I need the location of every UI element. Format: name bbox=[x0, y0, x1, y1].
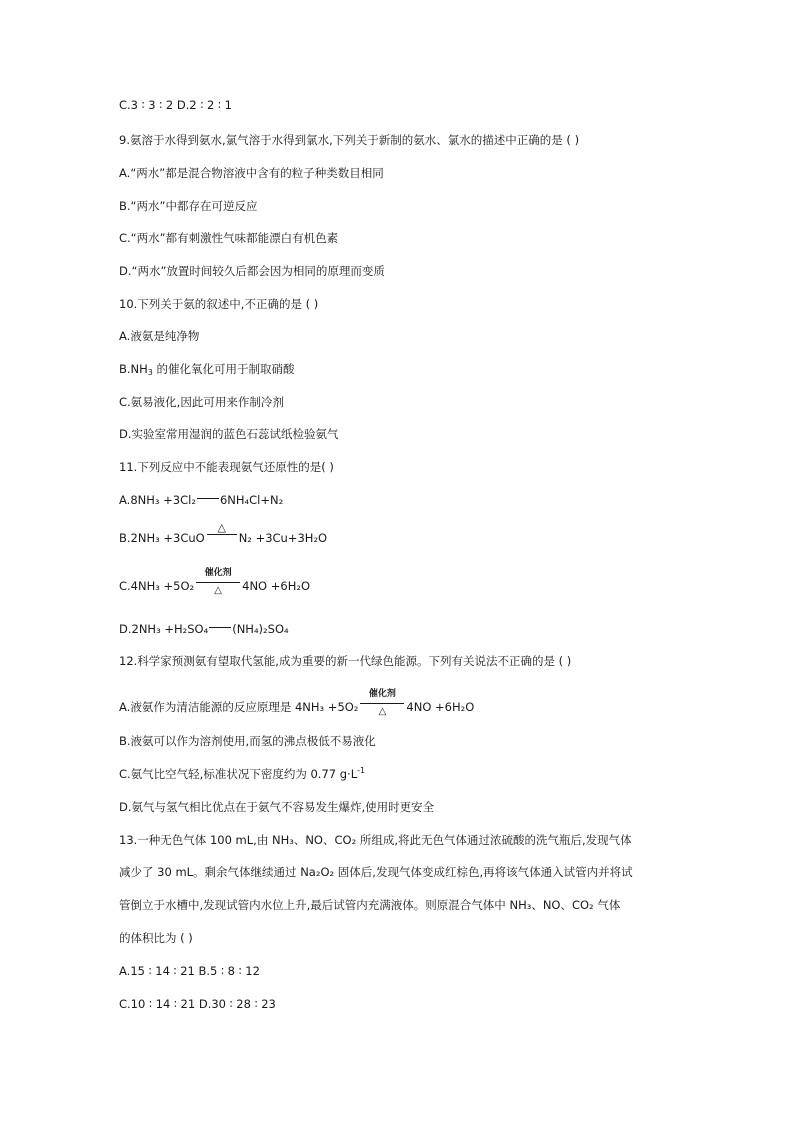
q12-option-a bbox=[119, 689, 475, 717]
q11-c-reactants: C.4NH₃ +5O₂ bbox=[119, 579, 195, 593]
q11-d-products: (NH₄)₂SO₄ bbox=[232, 622, 289, 636]
q13-stem-line-2: 减少了 30 mL。剩余气体继续通过 Na₂O₂ 固体后,发现气体变成红棕色,再将该气体通入试管内并将试 bbox=[119, 865, 633, 879]
q13-stem-line-4: 的体积比为 ( ) bbox=[119, 931, 193, 945]
catalyst-label: 催化剂 bbox=[368, 689, 396, 699]
q10-b-prefix: B.NH bbox=[119, 362, 148, 376]
q11-c-products: 4NO +6H₂O bbox=[242, 579, 311, 593]
q9-option-b: B.“两水”中都存在可逆反应 bbox=[119, 199, 258, 213]
q12-option-b: B.液氨可以作为溶剂使用,而氢的沸点极低不易液化 bbox=[119, 734, 376, 748]
q11-b-reactants: B.2NH₃ +3CuO bbox=[119, 531, 205, 545]
q10-b-subscript: 3 bbox=[147, 368, 153, 377]
q10-b-suffix: 的催化氧化可用于制取硝酸 bbox=[152, 362, 295, 376]
q10-option-c: C.氨易液化,因此可用来作制冷剂 bbox=[119, 395, 284, 409]
q13-stem-line-3: 管倒立于水槽中,发现试管内水位上升,最后试管内充满液体。则原混合气体中 NH₃、NO、CO₂ 气体 bbox=[119, 898, 621, 912]
q13-stem-line-1: 13.一种无色气体 100 mL,由 NH₃、NO、CO₂ 所组成,将此无色气体通过浓硫酸的洗气瓶后,发现气体 bbox=[119, 833, 632, 847]
q12-a-products: 4NO +6H₂O bbox=[406, 700, 475, 714]
q12-stem: 12.科学家预测氨有望取代氢能,成为重要的新一代绿色能源。下列有关说法不正确的是 ( ) bbox=[119, 654, 572, 668]
q11-option-d bbox=[119, 621, 289, 637]
q11-option-c bbox=[119, 568, 311, 596]
q12-option-c bbox=[119, 766, 365, 782]
catalyst-label: 催化剂 bbox=[204, 568, 232, 578]
heat-symbol: △ bbox=[214, 585, 222, 596]
heat-symbol: △ bbox=[378, 706, 387, 717]
q12-c-superscript: -1 bbox=[357, 766, 366, 775]
q12-c-text: C.氨气比空气轻,标准状况下密度约为 0.77 g·L bbox=[119, 767, 358, 781]
q12-a-text: A.液氨作为清洁能源的反应原理是 4NH₃ +5O₂ bbox=[119, 700, 359, 714]
q12-option-d: D.氨气与氢气相比优点在于氨气不容易发生爆炸,使用时更安全 bbox=[119, 800, 435, 814]
q13-options-ab: A.15 ∶ 14 ∶ 21 B.5 ∶ 8 ∶ 12 bbox=[119, 964, 260, 978]
q11-option-b bbox=[119, 521, 328, 546]
equals-sign bbox=[197, 498, 219, 500]
q8-options-cd: C.3 ∶ 3 ∶ 2 D.2 ∶ 2 ∶ 1 bbox=[119, 98, 232, 112]
q11-d-reactants: D.2NH₃ +H₂SO₄ bbox=[119, 622, 209, 636]
catalyst-condition-arrow bbox=[196, 568, 240, 596]
q10-option-d: D.实验室常用湿润的蓝色石蕊试纸检验氨气 bbox=[119, 427, 339, 441]
q10-stem: 10.下列关于氨的叙述中,不正确的是 ( ) bbox=[119, 297, 319, 311]
q9-stem: 9.氨溶于水得到氨水,氯气溶于水得到氯水,下列关于新制的氨水、氯水的描述中正确的是 ( ) bbox=[119, 133, 580, 147]
catalyst-condition-arrow bbox=[360, 689, 404, 717]
q11-b-products: N₂ +3Cu+3H₂O bbox=[238, 531, 328, 545]
heat-condition-arrow bbox=[207, 521, 237, 542]
equals-sign bbox=[209, 627, 231, 629]
q11-a-reactants: A.8NH₃ +3Cl₂ bbox=[119, 493, 196, 507]
q11-stem: 11.下列反应中不能表现氨气还原性的是( ) bbox=[119, 460, 334, 474]
q9-option-c: C.“两水”都有刺激性气味都能漂白有机色素 bbox=[119, 231, 339, 245]
q9-option-d: D.“两水”放置时间较久后都会因为相同的原理而变质 bbox=[119, 264, 385, 278]
q11-option-a bbox=[119, 492, 283, 508]
q10-option-b bbox=[119, 361, 295, 377]
q9-option-a: A.“两水”都是混合物溶液中含有的粒子种类数目相同 bbox=[119, 166, 384, 180]
heat-symbol: △ bbox=[217, 521, 226, 534]
q10-option-a: A.液氨是纯净物 bbox=[119, 329, 200, 343]
q13-options-cd: C.10 ∶ 14 ∶ 21 D.30 ∶ 28 ∶ 23 bbox=[119, 997, 276, 1011]
q11-a-products: 6NH₄Cl+N₂ bbox=[219, 493, 284, 507]
